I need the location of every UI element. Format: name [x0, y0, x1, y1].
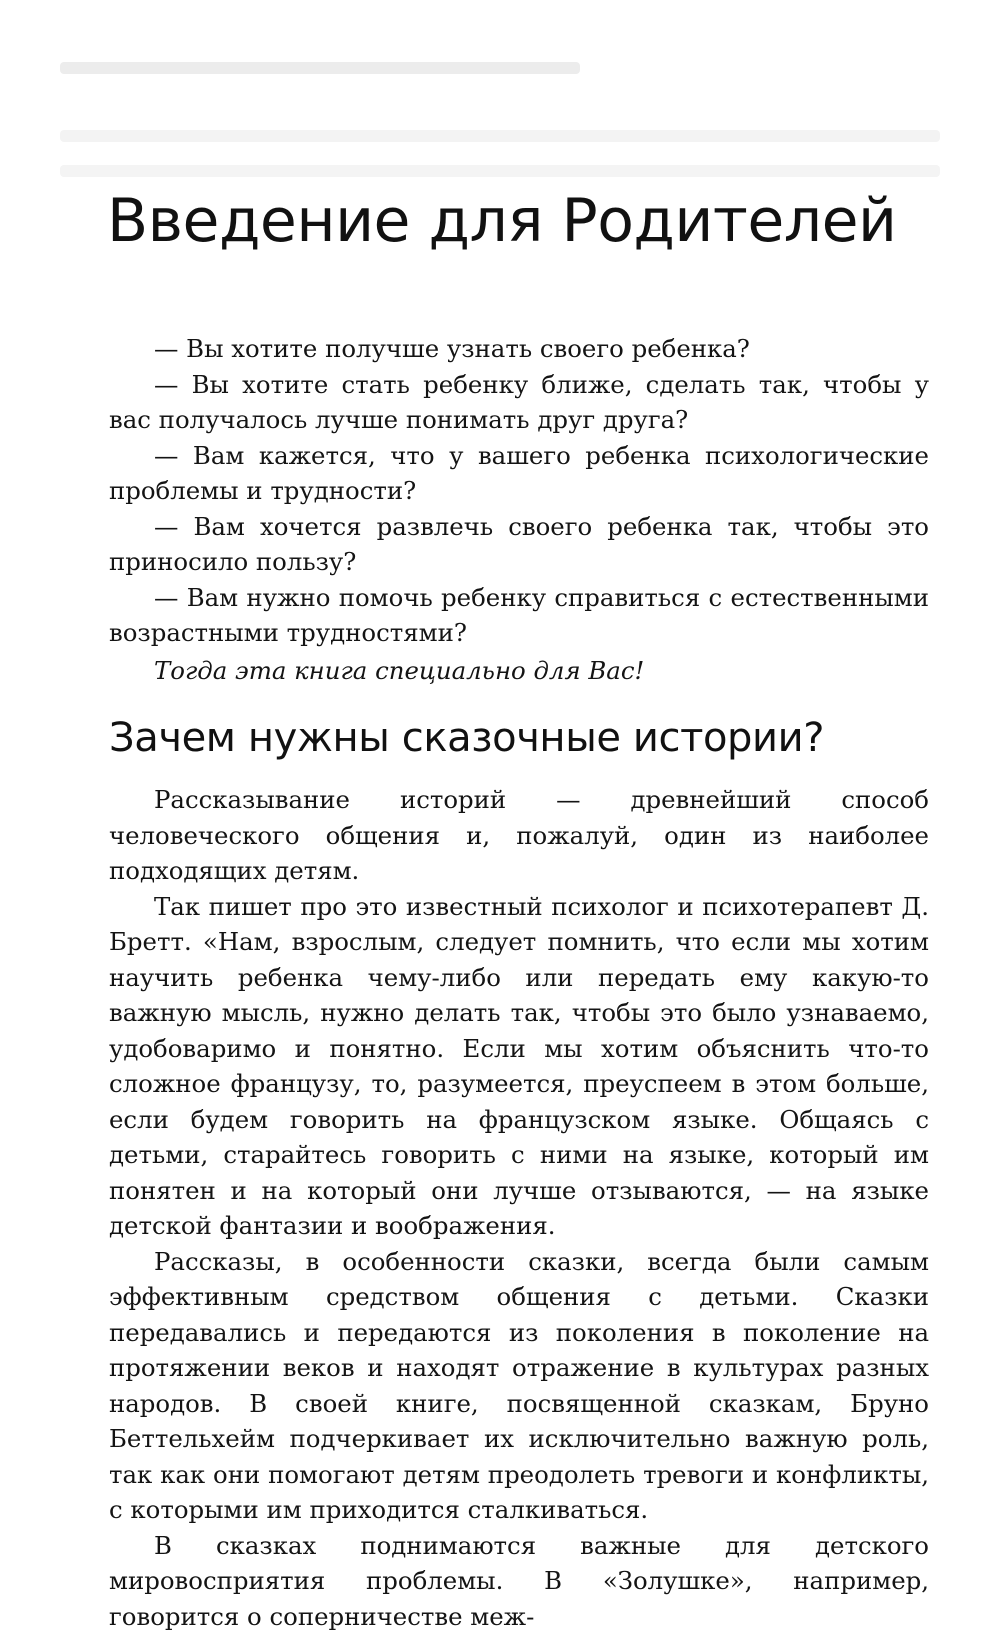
question-4: — Вам хочется развлечь своего ребенка так, чтобы это приносило пользу? — [109, 509, 929, 580]
question-1: — Вы хотите получше узнать своего ребенка? — [109, 331, 929, 367]
show-through-line — [60, 165, 940, 177]
paragraph-1: Рассказывание историй — древнейший способ человеческого общения и, пожалуй, один из наиболее подходящих детям. — [109, 782, 929, 889]
page-content — [109, 190, 929, 1634]
question-3: — Вам кажется, что у вашего ребенка психологические проблемы и трудности? — [109, 438, 929, 509]
show-through-line — [60, 62, 580, 74]
paragraph-2: Так пишет про это известный психолог и психотерапевт Д. Бретт. «Нам, взрослым, следует помнить, что если мы хотим научить ребенка чему-либо или передать ему какую-то важную мысль, нужно делать так, чтобы это было узнаваемо, удобоваримо и понятно. Если мы хотим объяснить что-то сложное французу, то, разумеется, преуспеем в этом больше, если будем говорить на французском языке. Общаясь с детьми, старайтесь говорить с ними на языке, который им понятен и на который они лучше отзываются, — на языке детской фантазии и воображения. — [109, 889, 929, 1244]
paragraph-4: В сказках поднимаются важные для детского мировосприятия проблемы. В «Золушке», например, говорится о соперничестве меж- — [109, 1528, 929, 1634]
show-through-line — [60, 130, 940, 142]
conclusion-line: Тогда эта книга специально для Вас! — [109, 653, 929, 689]
question-5: — Вам нужно помочь ребенку справиться с естественными возрастными трудностями? — [109, 580, 929, 651]
paragraph-3: Рассказы, в особенности сказки, всегда были самым эффективным средством общения с детьми. Сказки передавались и передаются из поколения в поколение на протяжении веков и находят отражение в культурах разных народов. В своей книге, посвященной сказкам, Бруно Беттельхейм подчеркивает их исключительно важную роль, так как они помогают детям преодолеть тревоги и конфликты, с которыми им приходится сталкиваться. — [109, 1244, 929, 1528]
page-title: Введение для Родителей — [107, 190, 929, 253]
question-2: — Вы хотите стать ребенку ближе, сделать так, чтобы у вас получалось лучше понимать друг друга? — [109, 367, 929, 438]
section-title: Зачем нужны сказочные истории? — [109, 716, 929, 760]
